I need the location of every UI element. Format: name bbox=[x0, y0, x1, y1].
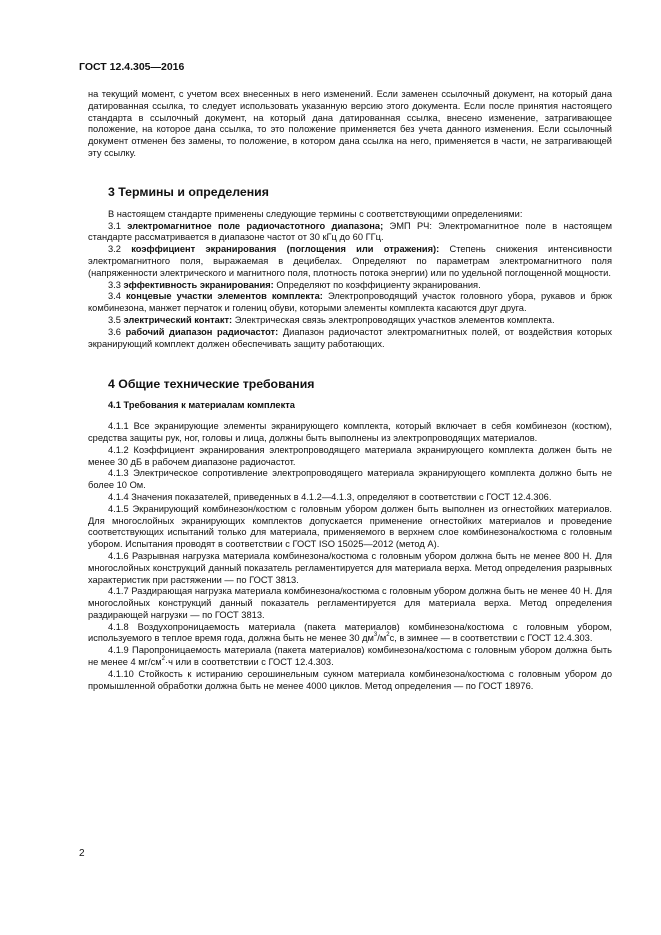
term-name: электромагнитное поле радиочастотного диапазона; bbox=[127, 220, 384, 231]
clause-4-1-5: 4.1.5 Экранирующий комбинезон/костюм с головным убором должен быть выполнен из огнестойких материалов. Для многослойных экранирующих комплектов допускается применение огнестойких материалов и проведение соответствующих испытаний только для материала, применяемого в верхнем слое комбинезона/костюма с головным убором. Испытания проводят в соответствии с ГОСТ ISO 15025—2012 (метод А). bbox=[88, 503, 612, 550]
clause-4-1-7: 4.1.7 Раздирающая нагрузка материала комбинезона/костюма с головным убором должна быть не менее 40 Н. Для многослойных конструкций данный показатель регламентируется для материала верха. Метод определения раздирающей нагрузки — по ГОСТ 3813. bbox=[88, 586, 612, 620]
term-number: 3.1 bbox=[108, 220, 121, 231]
term-name: концевые участки элементов комплекта: bbox=[126, 291, 323, 302]
clause-text: 4.1.9 Паропроницаемость материала (пакета материалов) комбинезона/костюма с головным убором должна быть не менее 4 мг/см bbox=[88, 645, 612, 668]
term-number: 3.6 bbox=[108, 326, 121, 337]
clause-4-1-4: 4.1.4 Значения показателей, приведенных в 4.1.2—4.1.3, определяют в соответствии с ГОСТ 12.4.306. bbox=[108, 491, 552, 502]
clause-text: /м bbox=[377, 633, 387, 644]
term-name: коэффициент экранирования (поглощения или отражения): bbox=[131, 244, 440, 255]
section-4-heading: 4 Общие технические требования bbox=[108, 377, 315, 392]
clause-4-1-8 bbox=[88, 622, 612, 646]
clause-text: ·ч или в соответствии с ГОСТ 12.4.303. bbox=[165, 657, 334, 668]
subsection-4-1-heading: 4.1 Требования к материалам комплекта bbox=[108, 400, 295, 411]
superscript: 2 bbox=[386, 632, 390, 639]
term-number: 3.2 bbox=[108, 244, 121, 255]
clause-4-1-1: 4.1.1 Все экранирующие элементы экранирующего комплекта, который включает в себя комбинезон (костюм), средства защиты рук, ног, головы и лица, должны быть выполнены из электропроводящих материалов. bbox=[88, 421, 612, 443]
term-number: 3.5 bbox=[108, 314, 121, 325]
term-3-1 bbox=[88, 221, 612, 245]
intro-paragraph: на текущий момент, с учетом всех внесенных в него изменений. Если заменен ссылочный документ, на который дана датированная ссылка, то следует использовать указанную версию этого документа. Если после принятия настоящего стандарта в ссылочный документ, на который дана датированная ссылка, внесено изменение, затрагивающее положение, на которое дана ссылка, то это положение применяется без учета данного изменения. Если ссылочный документ отменен без замены, то положение, в котором дана ссылка на него, применяется в части, не затрагивающей эту ссылку. bbox=[88, 89, 612, 158]
term-number: 3.3 bbox=[108, 279, 121, 290]
term-3-4 bbox=[88, 291, 612, 315]
page-header-title: ГОСТ 12.4.305—2016 bbox=[79, 61, 185, 73]
term-definition: ЭМП РЧ: Электромагнитное поле в настоящем стандарте рассматривается в диапазоне частот от 30 кГц до 60 ГГц. bbox=[88, 220, 612, 243]
section-3-heading: 3 Термины и определения bbox=[108, 184, 269, 199]
term-number: 3.4 bbox=[108, 291, 121, 302]
term-definition: Степень снижения интенсивности электромагнитного поля, выражаемая в децибелах. Определяют по параметрам электромагнитного поля (напряженности электрического и магнитного поля, плотность потока энергии) или по удельной поглощенной мощности. bbox=[88, 244, 613, 278]
term-name: электрический контакт: bbox=[123, 314, 233, 325]
term-definition: Диапазон радиочастот электромагнитных полей, от воздействия которых экранирующий комплект должен обеспечивать защиту работающих. bbox=[88, 326, 612, 349]
clause-4-1-10: 4.1.10 Стойкость к истиранию серошинельным сукном материала комбинезона/костюма с головным убором до промышленной обработки должна быть не менее 4000 циклов. Метод определения — по ГОСТ 18976. bbox=[88, 668, 612, 691]
clause-4-1-2: 4.1.2 Коэффициент экранирования электропроводящего материала экранирующего комплекта должен быть не менее 30 дБ в рабочем диапазоне радиочастот. bbox=[88, 444, 612, 467]
clause-text: 4.1.8 Воздухопроницаемость материала (пакета материалов) комбинезона/костюма с головным убором, используемого в теплое время года, должна быть не менее 30 дм bbox=[88, 621, 612, 644]
clause-text: с, в зимнее — в соответствии с ГОСТ 12.4.303. bbox=[389, 633, 593, 644]
term-3-2 bbox=[88, 244, 612, 279]
clause-4-1-6: 4.1.6 Разрывная нагрузка материала комбинезона/костюма с головным убором должна быть не менее 800 Н. Для многослойных конструкций данный показатель регламентируется для материала верха. Метод определения разрывных характеристик при растяжении — по ГОСТ 3813. bbox=[88, 550, 612, 585]
term-name: эффективность экранирования: bbox=[123, 279, 274, 290]
term-definition: Электропроводящий участок головного убора, рукавов и брюк комбинезона, манжет перчаток и голениц обуви, которыми элементы комплекта касаются друг друга. bbox=[88, 291, 613, 314]
clause-4-1-9 bbox=[88, 645, 612, 669]
superscript: 3 bbox=[373, 632, 378, 639]
superscript: 2 bbox=[161, 655, 166, 662]
term-name: рабочий диапазон радиочастот: bbox=[125, 326, 279, 337]
page-number: 2 bbox=[79, 848, 85, 859]
section-3-lead: В настоящем стандарте применены следующие термины с соответствующими определениями: bbox=[108, 208, 523, 219]
term-definition: Определяют по коэффициенту экранирования. bbox=[273, 279, 481, 290]
clause-4-1-3: 4.1.3 Электрическое сопротивление электропроводящего материала экранирующего комплекта должно быть не более 10 Ом. bbox=[88, 468, 612, 491]
term-3-3 bbox=[88, 280, 612, 292]
term-definition: Электрическая связь электропроводящих участков элементов комплекта. bbox=[232, 314, 555, 325]
term-3-6 bbox=[88, 327, 612, 351]
document-body bbox=[88, 89, 612, 692]
term-3-5 bbox=[88, 315, 612, 327]
